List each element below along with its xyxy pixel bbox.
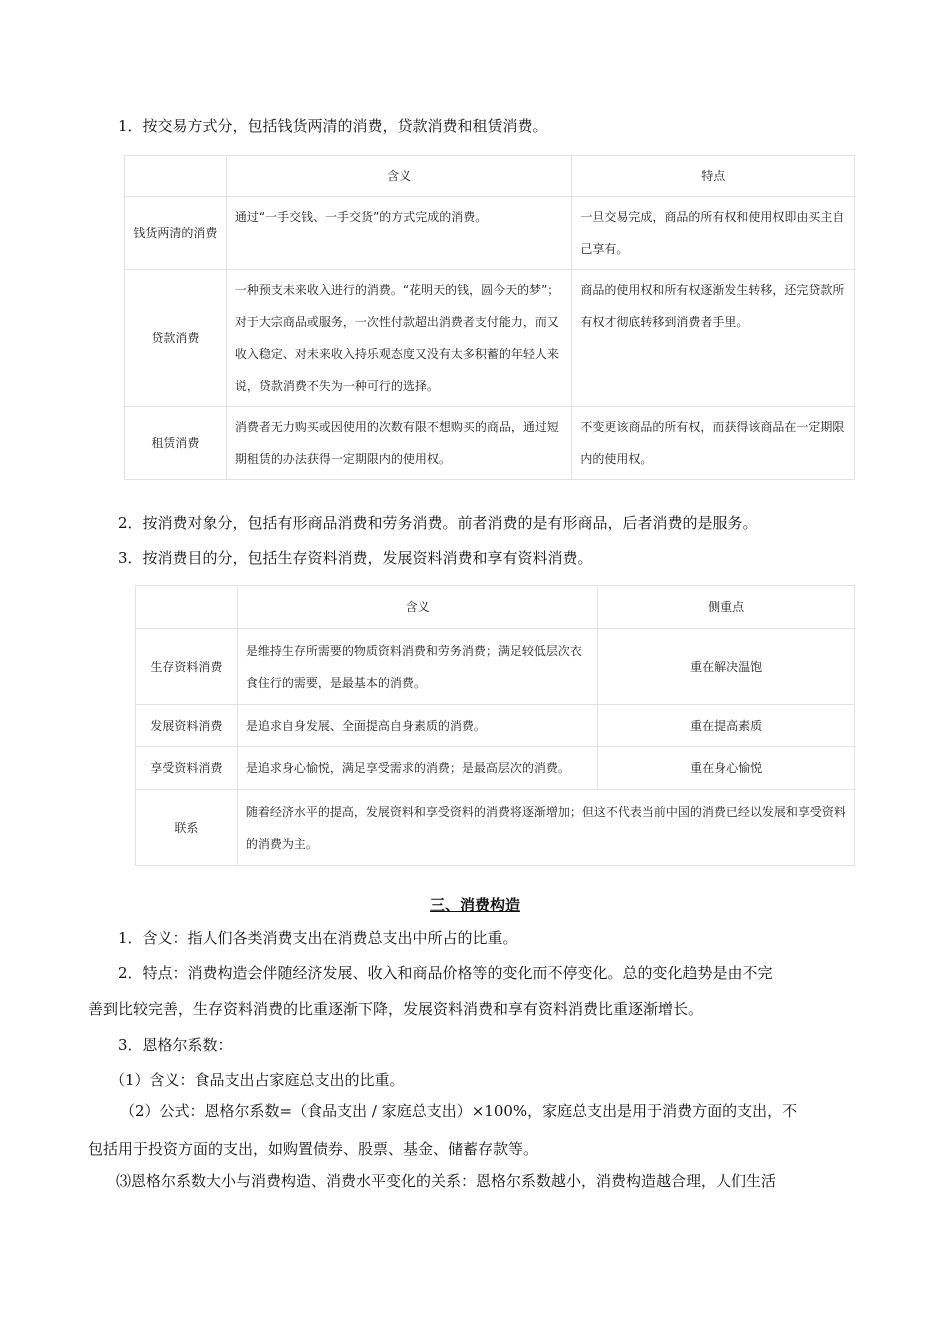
table-row (136, 705, 855, 747)
row-focus-cell: 重在提高素质 (598, 705, 855, 747)
paragraph-line: ⑶恩格尔系数大小与消费构造、消费水平变化的关系：恩格尔系数越小，消费构造越合理，人们生活 (116, 1172, 777, 1190)
row-meaning-cell: 是维持生存所需要的物质资料消费和劳务消费；满足较低层次衣食住行的需要，是最基本的消费。 (237, 629, 597, 705)
section-heading: 三、消费构造 (429, 896, 520, 914)
table-row (136, 747, 855, 790)
relation-text-cell: 随着经济水平的提高，发展资料和享受资料的消费将逐渐增加；但这不代表当前中国的消费已经以发展和享受资料的消费为主。 (237, 790, 854, 866)
row-type-cell: 钱货两清的消费 (125, 197, 227, 270)
paragraph-line: 包括用于投资方面的支出，如购置债券、股票、基金、储蓄存款等。 (88, 1140, 539, 1158)
row-meaning-cell: 是追求自身发展、全面提高自身素质的消费。 (237, 705, 597, 747)
row-meaning-cell: 通过“一手交钱、一手交货”的方式完成的消费。 (226, 197, 572, 270)
row-type-cell: 发展资料消费 (136, 705, 238, 747)
header-cell-meaning: 含义 (237, 586, 597, 629)
row-type-cell: 租赁消费 (125, 407, 227, 480)
row-focus-cell: 重在解决温饱 (598, 629, 855, 705)
header-cell-empty (125, 156, 227, 197)
consumption-by-transaction-table (124, 155, 855, 480)
classification-line-3: 3．按消费目的分，包括生存资料消费，发展资料消费和享有资料消费。 (118, 549, 593, 567)
consumption-by-purpose-table (135, 585, 855, 866)
table-row (125, 197, 855, 270)
row-type-cell: 享受资料消费 (136, 747, 238, 790)
header-cell-focus: 侧重点 (598, 586, 855, 629)
classification-line-1: 1．按交易方式分，包括钱货两清的消费，贷款消费和租赁消费。 (118, 117, 548, 135)
table-row (136, 629, 855, 705)
row-feature-cell: 不变更该商品的所有权，而获得该商品在一定期限内的使用权。 (572, 407, 855, 480)
table-header-row (136, 586, 855, 629)
row-feature-cell: 一旦交易完成，商品的所有权和使用权即由买主自己享有。 (572, 197, 855, 270)
row-type-cell: 生存资料消费 (136, 629, 238, 705)
table-row (125, 407, 855, 480)
table-relation-row (136, 790, 855, 866)
paragraph-line: （1）含义：食品支出占家庭总支出的比重。 (110, 1071, 405, 1089)
header-cell-empty (136, 586, 238, 629)
classification-line-2: 2．按消费对象分，包括有形商品消费和劳务消费。前者消费的是有形商品，后者消费的是服务。 (118, 514, 758, 532)
paragraph-line: 1．含义：指人们各类消费支出在消费总支出中所占的比重。 (118, 929, 518, 947)
header-cell-meaning: 含义 (226, 156, 572, 197)
row-meaning-cell: 一种预支未来收入进行的消费。“花明天的钱，圆今天的梦”；对于大宗商品或服务，一次性付款超出消费者支付能力，而又收入稳定、对未来收入持乐观态度又没有太多积蓄的年轻人来说，贷款消费不失为一种可行的选择。 (226, 270, 572, 407)
paragraph-line: （2）公式：恩格尔系数=（食品支出 / 家庭总支出）×100%，家庭总支出是用于消费方面的支出，不 (120, 1102, 798, 1120)
paragraph-line: 善到比较完善，生存资料消费的比重逐渐下降，发展资料消费和享有资料消费比重逐渐增长。 (88, 1000, 704, 1018)
header-cell-feature: 特点 (572, 156, 855, 197)
table-header-row (125, 156, 855, 197)
row-meaning-cell: 是追求身心愉悦，满足享受需求的消费；是最高层次的消费。 (237, 747, 597, 790)
row-type-cell: 贷款消费 (125, 270, 227, 407)
relation-label-cell: 联系 (136, 790, 238, 866)
row-focus-cell: 重在身心愉悦 (598, 747, 855, 790)
paragraph-line: 2．特点：消费构造会伴随经济发展、收入和商品价格等的变化而不停变化。总的变化趋势是由不完 (118, 964, 773, 982)
table-row (125, 270, 855, 407)
row-feature-cell: 商品的使用权和所有权逐渐发生转移，还完贷款所有权才彻底转移到消费者手里。 (572, 270, 855, 407)
paragraph-line: 3．恩格尔系数： (118, 1036, 233, 1054)
row-meaning-cell: 消费者无力购买或因使用的次数有限不想购买的商品，通过短期租赁的办法获得一定期限内的使用权。 (226, 407, 572, 480)
